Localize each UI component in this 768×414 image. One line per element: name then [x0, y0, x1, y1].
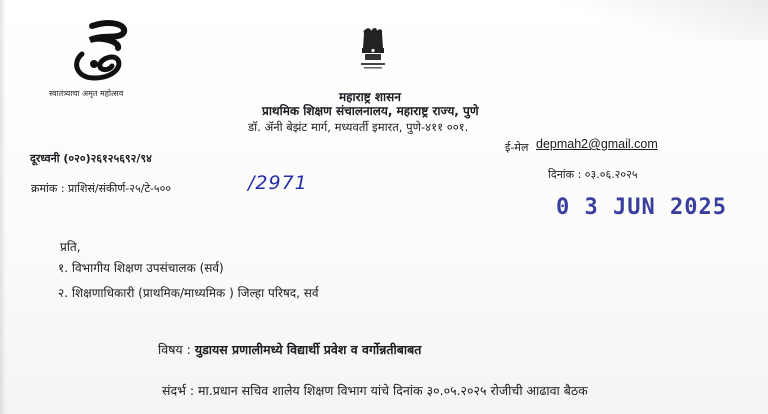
- subject-text: युडायस प्रणालीमध्ये विद्यार्थी प्रवेश व वर्गोन्नतीबाबत: [194, 342, 422, 357]
- reference-number: क्रमांक : प्राशिसं/संकीर्ण-२५/टे-५००: [31, 182, 172, 195]
- date-stamp: 0 3 JUN 2025: [556, 195, 727, 220]
- letter-date: दिनांक : ०३.०६.२०२५: [548, 168, 638, 181]
- government-name: महाराष्ट्र शासन: [339, 90, 401, 104]
- logo-caption: स्वातंत्र्याचा अमृत महोत्सव: [49, 89, 124, 98]
- handwritten-reference: /2971: [248, 172, 308, 194]
- recipient-item: २. शिक्षणाधिकारी (प्राथमिक/माध्यमिक ) जिल्हा परिषद, सर्व: [58, 286, 319, 300]
- page-shadow: [560, 0, 768, 40]
- subject-line: [158, 341, 421, 358]
- email-link[interactable]: depmah2@gmail.com: [536, 137, 658, 151]
- office-address: डॉ. ॲनी बेझंट मार्ग, मध्यवर्ती इमारत, पुणे-४११ ००१.: [248, 120, 469, 134]
- amrit-mahotsav-logo: [62, 18, 142, 88]
- page-shadow: [0, 0, 6, 414]
- phone-number: दूरध्वनी (०२०)२६१२५६९२/९४: [30, 152, 152, 165]
- recipient-item: १. विभागीय शिक्षण उपसंचालक (सर्व): [58, 261, 224, 275]
- email-label: ई-मेल: [505, 141, 529, 154]
- state-emblem-icon: [356, 26, 390, 72]
- reference-line: संदर्भ : मा.प्रधान सचिव शालेय शिक्षण विभाग यांचे दिनांक ३०.०५.२०२५ रोजीची आढावा बैठक: [162, 383, 588, 398]
- directorate-name: प्राथमिक शिक्षण संचालनालय, महाराष्ट्र राज्य, पुणे: [262, 104, 479, 118]
- recipients-heading: प्रति,: [60, 240, 81, 254]
- subject-label: विषय :: [158, 342, 195, 357]
